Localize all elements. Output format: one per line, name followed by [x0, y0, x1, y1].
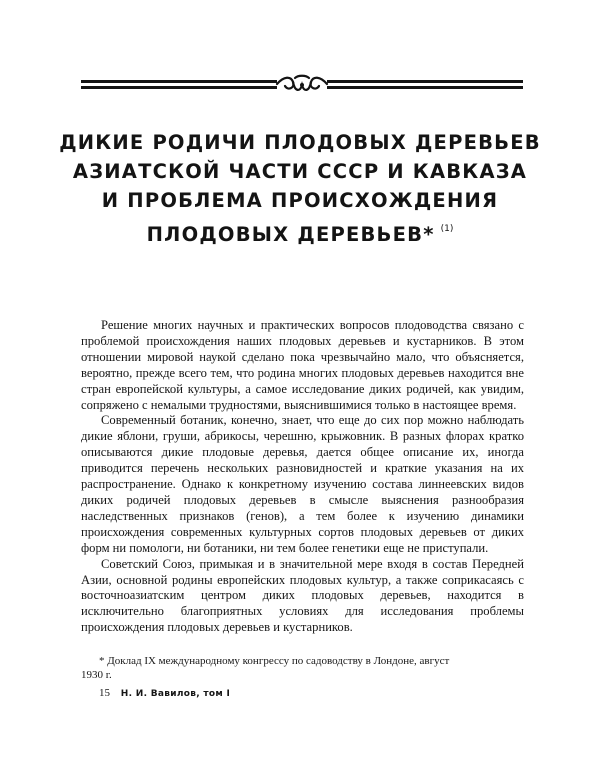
- source-signature: Н. И. Вавилов, том I: [120, 689, 231, 699]
- title-line-1: ДИКИЕ РОДИЧИ ПЛОДОВЫХ ДЕРЕВЬЕВ: [59, 131, 541, 154]
- title-line-4-text: ПЛОДОВЫХ ДЕРЕВЬЕВ*: [146, 223, 435, 246]
- page-title: [40, 128, 560, 249]
- title-line-4: [40, 215, 560, 249]
- footnote: [81, 654, 524, 682]
- paragraph-2: Современный ботаник, конечно, знает, что еще до сих пор можно наблюдать дикие яблони, груши, абрикосы, черешню, крыжовник. В разных флорах кратко описываются дикие плодовые деревья, дается общее описание их, иногда приводится перечень нескольких разновидностей и краткие указания на их распространение. Однако к конкретному изучению состава линнеевских видов диких родичей плодовых деревьев в смысле выяснения разнообразия наследственных признаков (генов), а тем более к изучению динамики происхождения современных культурных сортов плодовых деревьев от диких форм ни помологи, ни ботаники, ни тем более генетики еще не приступали.: [81, 413, 524, 555]
- paragraph-1: Решение многих научных и практических вопросов плодоводства связано с проблемой происхождения наших плодовых деревьев и кустарников. В этом отношении мировой наукой сделано пока чрезвычайно мало, что объясняется, вероятно, прежде всего тем, что родина многих плодовых деревьев находится вне стран европейской культуры, а самое исследование диких родичей, как увидим, сопряжено с немалыми трудностями, выяснившимися только в настоящее время.: [81, 318, 524, 412]
- article-body: [81, 318, 524, 636]
- page-number: 15: [99, 687, 110, 699]
- title-footnote-marker: (1): [440, 224, 454, 234]
- title-line-2: АЗИАТСКОЙ ЧАСТИ СССР И КАВКАЗА: [72, 160, 528, 183]
- page-footer: [99, 687, 230, 699]
- title-line-3: И ПРОБЛЕМА ПРОИСХОЖДЕНИЯ: [101, 189, 499, 212]
- header-ornament: [81, 74, 523, 96]
- footnote-line-2: 1930 г.: [81, 669, 112, 681]
- paragraph-3: Советский Союз, примыкая и в значительной мере входя в состав Передней Азии, основной родины европейских плодовых культур, а также соприкасаясь с восточноазиатским центром диких плодовых деревьев, находится в исключительно благоприятных условиях для исследования проблемы происхождения плодовых деревьев и кустарников.: [81, 556, 524, 635]
- footnote-line-1: * Доклад IX международному конгрессу по садоводству в Лондоне, август: [99, 655, 450, 667]
